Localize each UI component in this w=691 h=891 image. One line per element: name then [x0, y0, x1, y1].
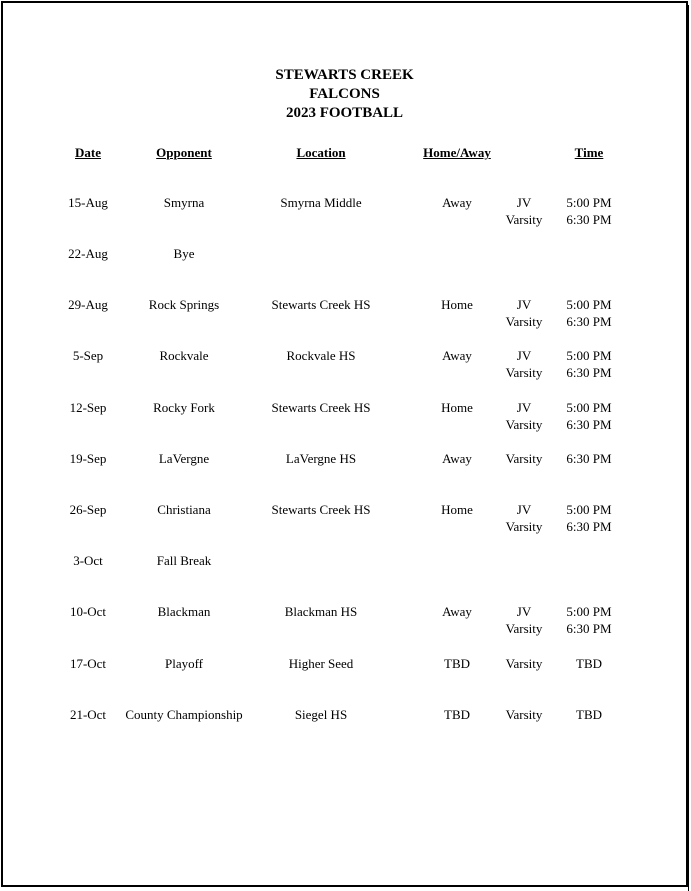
- game-time-secondary: 6:30 PM: [566, 519, 612, 534]
- header-date: Date: [75, 145, 101, 160]
- game-level-secondary: Varsity: [505, 621, 543, 636]
- game-level: JV: [516, 297, 532, 312]
- game-level: JV: [516, 400, 532, 415]
- game-time: 5:00 PM: [566, 195, 612, 210]
- game-opponent: Rocky Fork: [153, 400, 215, 415]
- game-date: 22-Aug: [68, 246, 108, 261]
- game-level-secondary: Varsity: [505, 365, 543, 380]
- game-level-secondary: Varsity: [505, 417, 543, 432]
- game-location: Rockvale HS: [286, 348, 356, 363]
- game-date: 19-Sep: [69, 451, 107, 466]
- game-level: Varsity: [505, 656, 543, 671]
- game-level: Varsity: [505, 451, 543, 466]
- game-time: 5:00 PM: [566, 400, 612, 415]
- header-time: Time: [574, 145, 604, 160]
- game-home-away: Away: [442, 348, 472, 363]
- game-location: Stewarts Creek HS: [271, 297, 371, 312]
- header-location: Location: [296, 145, 346, 160]
- game-location: Siegel HS: [294, 707, 348, 722]
- game-home-away: TBD: [444, 656, 470, 671]
- game-time-secondary: 6:30 PM: [566, 417, 612, 432]
- game-opponent: Rockvale: [159, 348, 209, 363]
- game-home-away: Home: [441, 502, 473, 517]
- game-time: 5:00 PM: [566, 502, 612, 517]
- game-home-away: Home: [441, 297, 473, 312]
- game-opponent: Playoff: [164, 656, 204, 671]
- game-time: 5:00 PM: [566, 297, 612, 312]
- game-level: Varsity: [505, 707, 543, 722]
- title-team: FALCONS: [309, 86, 380, 102]
- game-time: 5:00 PM: [566, 604, 612, 619]
- game-time: 5:00 PM: [566, 348, 612, 363]
- game-level: JV: [516, 195, 532, 210]
- game-location: Higher Seed: [288, 656, 354, 671]
- game-time-secondary: 6:30 PM: [566, 314, 612, 329]
- game-opponent: Bye: [173, 246, 195, 261]
- game-level-secondary: Varsity: [505, 212, 543, 227]
- header-opponent: Opponent: [156, 145, 212, 160]
- header-home-away: Home/Away: [423, 145, 491, 160]
- game-home-away: Home: [441, 400, 473, 415]
- game-opponent: County Championship: [125, 707, 243, 722]
- title-season: 2023 FOOTBALL: [285, 105, 404, 121]
- game-date: 21-Oct: [69, 707, 107, 722]
- game-opponent: Christiana: [157, 502, 211, 517]
- game-date: 10-Oct: [69, 604, 107, 619]
- game-level: JV: [516, 348, 532, 363]
- game-location: Smyrna Middle: [280, 195, 362, 210]
- game-level-secondary: Varsity: [505, 519, 543, 534]
- game-location: Stewarts Creek HS: [271, 400, 371, 415]
- game-time-secondary: 6:30 PM: [566, 365, 612, 380]
- game-date: 29-Aug: [68, 297, 108, 312]
- game-location: Blackman HS: [284, 604, 358, 619]
- game-level: JV: [516, 604, 532, 619]
- title-school: STEWARTS CREEK: [275, 67, 414, 83]
- game-home-away: Away: [442, 604, 472, 619]
- game-date: 17-Oct: [69, 656, 107, 671]
- game-date: 15-Aug: [68, 195, 108, 210]
- game-time-secondary: 6:30 PM: [566, 621, 612, 636]
- game-date: 26-Sep: [69, 502, 107, 517]
- game-home-away: TBD: [444, 707, 470, 722]
- game-home-away: Away: [442, 451, 472, 466]
- game-level-secondary: Varsity: [505, 314, 543, 329]
- document-page: [1, 1, 688, 887]
- game-date: 3-Oct: [73, 553, 103, 568]
- game-time-secondary: 6:30 PM: [566, 212, 612, 227]
- game-location: LaVergne HS: [285, 451, 357, 466]
- game-opponent: LaVergne: [158, 451, 210, 466]
- game-level: JV: [516, 502, 532, 517]
- game-opponent: Fall Break: [156, 553, 212, 568]
- game-time: TBD: [576, 707, 602, 722]
- game-opponent: Smyrna: [163, 195, 205, 210]
- game-date: 5-Sep: [72, 348, 104, 363]
- game-time: TBD: [576, 656, 602, 671]
- game-opponent: Rock Springs: [148, 297, 220, 312]
- game-date: 12-Sep: [69, 400, 107, 415]
- game-opponent: Blackman: [157, 604, 211, 619]
- game-home-away: Away: [442, 195, 472, 210]
- game-time: 6:30 PM: [566, 451, 612, 466]
- game-location: Stewarts Creek HS: [271, 502, 371, 517]
